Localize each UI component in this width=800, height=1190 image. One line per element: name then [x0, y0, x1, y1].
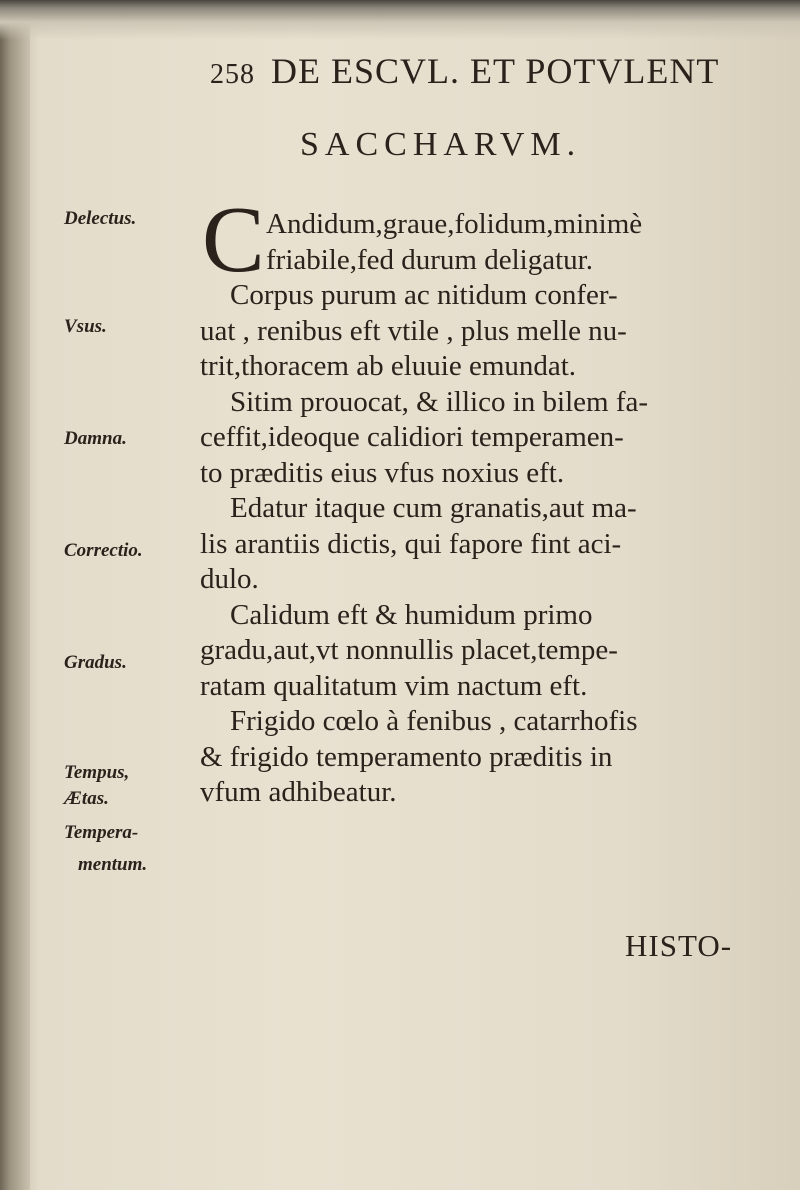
text-line: trit,thoracem ab eluuie emundat. [200, 350, 577, 382]
margin-note-usus: Vsus. [64, 316, 107, 337]
text-line: gradu,aut,vt nonnullis placet,tempe- [200, 634, 618, 666]
text-line: Frigido cœlo à fenibus , catarrhofis [230, 705, 638, 737]
catchword: HISTO- [625, 928, 733, 963]
drop-cap: C [202, 188, 265, 292]
running-head [210, 50, 770, 92]
text-line: ratam qualitatum vim nactum eft. [200, 669, 588, 702]
margin-note-delectus: Delectus. [64, 208, 137, 229]
page-number: 258 [210, 59, 255, 90]
margin-note-correctio: Correctio. [64, 540, 143, 561]
body-text [200, 207, 760, 811]
text-line: ceffit,ideoque calidiori temperamen- [200, 421, 624, 453]
text-line: vfum adhibeatur. [200, 776, 397, 808]
text-line: friabile,fed durum deligatur. [266, 243, 593, 276]
binding-gutter [0, 0, 30, 1190]
margin-note-tempus: Tempus, [64, 762, 130, 783]
margin-note-aetas: Ætas. [64, 788, 109, 809]
text-line: Andidum,graue,folidum,minimè [266, 208, 643, 240]
page-top-edge [0, 0, 800, 40]
margin-note-gradus: Gradus. [64, 652, 127, 673]
text-line: Calidum eft & humidum primo [230, 598, 593, 631]
text-line: Edatur itaque cum granatis,aut ma- [230, 492, 637, 524]
text-line: to præditis eius vfus noxius eft. [200, 456, 565, 489]
text-line: lis arantiis dictis, qui fapore fint aci- [200, 527, 622, 560]
text-line: uat , renibus eft vtile , plus melle nu- [200, 314, 627, 347]
running-title: DE ESCVL. ET POTVLENT [271, 51, 720, 91]
text-line: dulo. [200, 563, 259, 595]
section-title: SACCHARVM. [300, 126, 582, 163]
text-line: Sitim prouocat, & illico in bilem fa- [230, 385, 649, 418]
margin-note-damna: Damna. [64, 428, 127, 449]
margin-note-temperamentum-1: Tempera- [64, 822, 139, 843]
text-line: & frigido temperamento præditis in [200, 740, 613, 773]
text-line: Corpus purum ac nitidum confer- [230, 279, 618, 311]
margin-note-temperamentum-2: mentum. [78, 854, 148, 875]
